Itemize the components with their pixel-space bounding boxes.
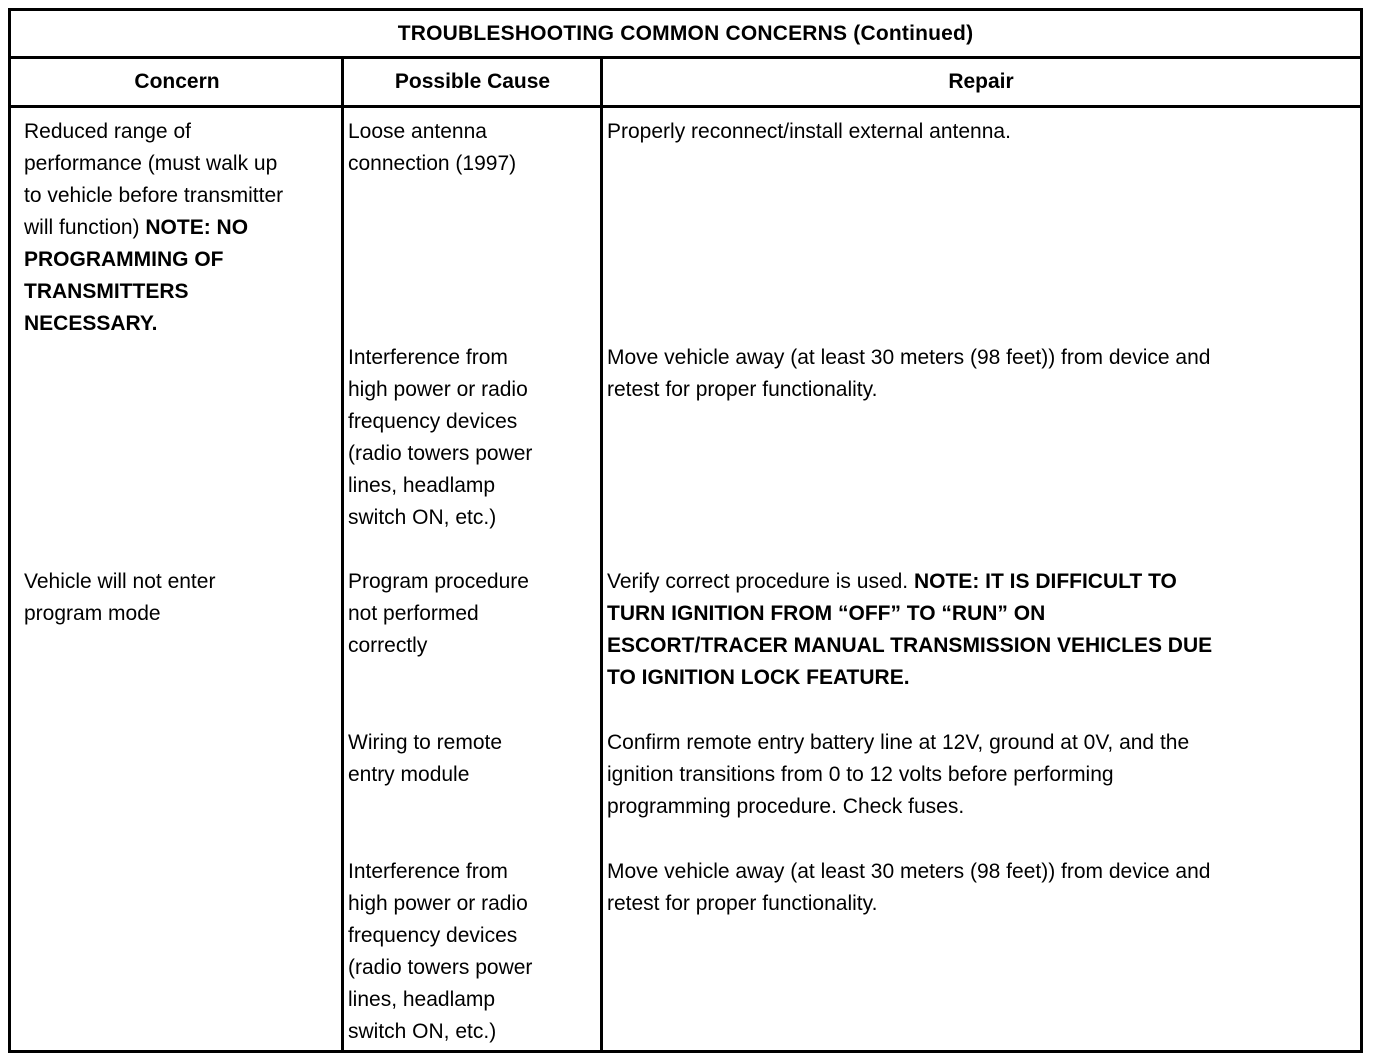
- repair-text: Verify correct procedure is used.: [607, 570, 914, 593]
- table-row-3-repair: [607, 566, 1345, 694]
- table-row-2-repair: Move vehicle away (at least 30 meters (98 feet)) from device and retest for proper functionality.: [607, 346, 1211, 401]
- table-row-5-cause: Interference from high power or radio frequency devices (radio towers power lines, headlamp switch ON, etc.): [348, 860, 533, 1043]
- header-possible-cause: Possible Cause: [394, 70, 551, 93]
- column-divider: [341, 59, 344, 1050]
- table-row-2-cause: Interference from high power or radio frequency devices (radio towers power lines, headlamp switch ON, etc.): [348, 346, 533, 529]
- table-row-3-cause: Program procedure not performed correctly: [348, 570, 529, 657]
- column-divider: [600, 59, 603, 1050]
- table-row-3-concern: Vehicle will not enter program mode: [24, 570, 216, 625]
- table-row-1-cause: Loose antenna connection (1997): [348, 120, 517, 175]
- table-row-4-repair: Confirm remote entry battery line at 12V, ground at 0V, and the ignition transitions from 0 to 12 volts before performing programming procedure. Check fuses.: [607, 731, 1190, 818]
- table-row-1-concern: [24, 116, 339, 340]
- header-repair: Repair: [948, 70, 1014, 93]
- table-row-1-repair: Properly reconnect/install external antenna.: [607, 120, 1011, 143]
- table-row-4-cause: Wiring to remote entry module: [348, 731, 503, 786]
- table-title: TROUBLESHOOTING COMMON CONCERNS (Continued): [11, 11, 1360, 59]
- concern-note: NOTE: NO PROGRAMMING OF TRANSMITTERS NECESSARY.: [24, 216, 249, 335]
- concern-text: Reduced range of performance (must walk up to vehicle before transmitter will function): [24, 120, 284, 239]
- repair-note: NOTE: IT IS DIFFICULT TO TURN IGNITION FROM “OFF” TO “RUN” ON ESCORT/TRACER MANUAL TRANSMISSION VEHICLES DUE TO IGNITION LOCK FEATURE.: [607, 570, 1213, 689]
- table-header-row: [11, 59, 1360, 108]
- table-row-5-repair: Move vehicle away (at least 30 meters (98 feet)) from device and retest for proper functionality.: [607, 860, 1211, 915]
- troubleshooting-table: [8, 8, 1363, 1053]
- header-concern: Concern: [134, 70, 220, 93]
